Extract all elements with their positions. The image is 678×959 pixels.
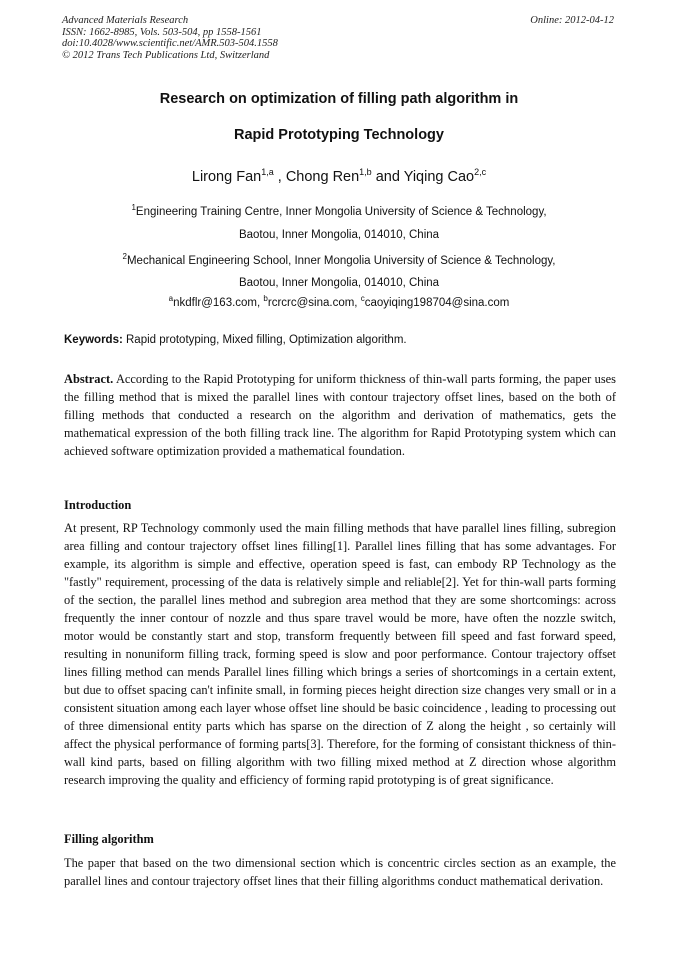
affiliation-1-sup: 1 (131, 203, 136, 212)
author-3: Yiqing Cao (403, 168, 475, 185)
online-date: Online: 2012-04-12 (530, 15, 614, 26)
introduction-paragraph: At present, RP Technology commonly used the main filling methods that have parallel lines filling, subregion area filling and contour trajectory offset lines filling[1]. Parallel lines filling that has some advantages. For example, its algorithm is simple and effective, operation speed is fast, can embody RP Technology as the "fastly" requirement, processing of the data is relatively simple and reliable[2]. Yet for thin-wall parts forming of the section, the parallel lines method and subregion area method that they are some shortcomings: across frequently the inner contour of nozzle and thus spare travel would be more, have often the nozzle switch, motor would be constantly start and stop, transform frequently between fill speed and fast forward speed, resulting in nonuniform filling track, forming speed is slow and poor performance. Contour trajectory offset lines filling method can mends Parallel lines filling which brings a series of shortcomings in a certain extent, but due to offset spacing can't infinite small, in forming pieces height direction size changes very small or in a consistent situation among each layer whose offset line should be basic coincidence , leading to processing out of three dimensional entity parts which has sparse on the direction of Z along the height , so certainly will affect the physical performance of forming parts[3]. Therefore, for the forming of consistant thickness of thin-wall kind parts, based on filling algorithm with two filling mixed method at Z direction whose algorithm research improving the quality and efficiency of forming rapid prototyping is of great significance. (64, 521, 616, 787)
abstract (64, 370, 616, 460)
author-sep-2: and (371, 168, 404, 185)
introduction-heading: Introduction (64, 498, 132, 512)
filling-algorithm-paragraph: The paper that based on the two dimensional section which is concentric circles section as an example, the parallel lines and contour trajectory offset lines that their filling algorithms conduct mathematical derivation. (64, 856, 616, 888)
email-b-sup: b (263, 294, 268, 303)
affiliation-2-line-2: Baotou, Inner Mongolia, 014010, China (238, 277, 440, 289)
filling-algorithm-heading: Filling algorithm (64, 832, 154, 846)
author-3-sup: 2,c (474, 167, 487, 177)
email-line (0, 294, 678, 309)
author-2: Chong Ren (285, 168, 360, 185)
author-1: Lirong Fan (191, 168, 262, 185)
author-sep-1: , (273, 168, 286, 185)
title-line-2: Rapid Prototyping Technology (234, 127, 444, 143)
title-line-1: Research on optimization of filling path algorithm in (159, 91, 519, 107)
copyright-line: © 2012 Trans Tech Publications Ltd, Switzerland (62, 49, 270, 61)
email-c: caoyiqing198704@sina.com (364, 296, 510, 309)
affiliation-1-line-1 (0, 203, 678, 218)
keywords (64, 334, 616, 346)
author-2-sup: 1,b (359, 167, 372, 177)
journal-name: Advanced Materials Research (62, 15, 189, 26)
affiliation-2-line-1 (0, 252, 678, 267)
affiliation-1-text: Engineering Training Centre, Inner Mongolia University of Science & Technology, (135, 205, 547, 218)
issn-line: ISSN: 1662-8985, Vols. 503-504, pp 1558-1561 (62, 26, 262, 38)
email-a: nkdflr@163.com, (173, 296, 264, 309)
journal-header (62, 15, 442, 61)
affiliation-2-text: Mechanical Engineering School, Inner Mongolia University of Science & Technology, (126, 254, 556, 267)
email-b: rcrcrc@sina.com, (267, 296, 361, 309)
author-1-sup: 1,a (261, 167, 274, 177)
affiliation-1-line-2: Baotou, Inner Mongolia, 014010, China (238, 229, 440, 241)
email-a-sup: a (168, 294, 174, 303)
email-c-sup: c (360, 294, 365, 303)
abstract-label: Abstract. (64, 372, 114, 386)
keywords-text: Rapid prototyping, Mixed filling, Optimization algorithm. (122, 334, 407, 346)
author-list (0, 167, 678, 185)
affiliation-2-sup: 2 (122, 252, 127, 261)
doi-line: doi:10.4028/www.scientific.net/AMR.503-504.1558 (62, 38, 278, 49)
abstract-text: According to the Rapid Prototyping for uniform thickness of thin-wall parts forming, the paper uses the filling method that is mixed the parallel lines with contour trajectory offset lines, based on the both of filling methods that conducted a research on the algorithm and derivation of mathematics, gets the mathematical expression of the both filling track line. The algorithm for Rapid Prototyping system which can achieved software optimization provided a mathematical foundation. (64, 372, 616, 458)
keywords-label: Keywords: (64, 334, 123, 346)
